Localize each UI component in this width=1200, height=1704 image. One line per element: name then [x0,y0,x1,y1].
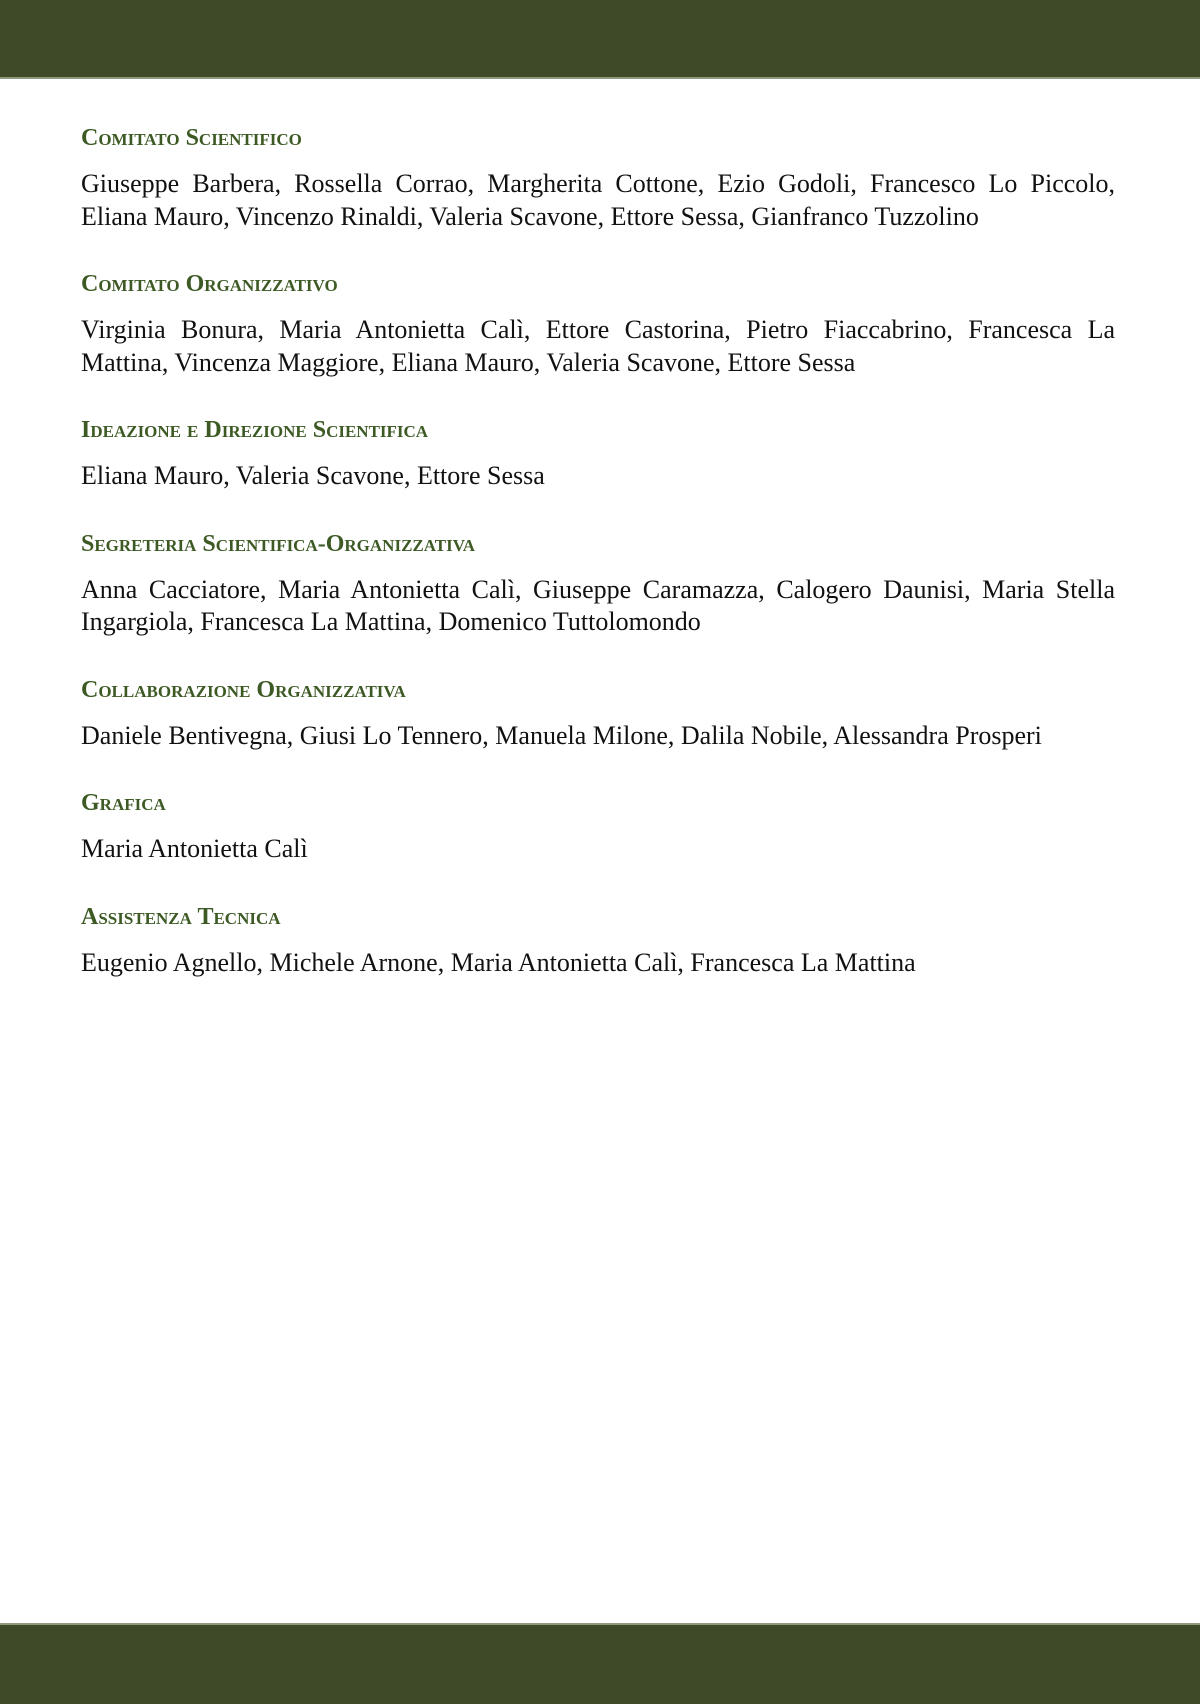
section-grafica [81,788,1115,866]
section-text: Eugenio Agnello, Michele Arnone, Maria Antonietta Calì, Francesca La Mattina [81,947,916,977]
section-heading: Collaborazione Organizzativa [81,676,406,703]
section-heading: Ideazione e Direzione Scientifica [81,417,429,443]
footer-bar [0,1623,1200,1704]
section-segreteria [81,529,1115,639]
section-text: Eliana Mauro, Valeria Scavone, Ettore Sessa [81,461,545,490]
section-text: Daniele Bentivegna, Giusi Lo Tennero, Manuela Milone, Dalila Nobile, Alessandra Prosperi [81,720,1042,750]
section-comitato-organizzativo [81,269,1115,379]
section-text: Virginia Bonura, Maria Antonietta Calì, Ettore Castorina, Pietro Fiaccabrino, Francesca La Mattina, Vincenza Maggiore, Eliana Mauro, Valeria Scavone, Ettore Sessa [81,315,1115,377]
section-text: Anna Cacciatore, Maria Antonietta Calì, Giuseppe Caramazza, Calogero Daunisi, Maria Stella Ingargiola, Francesca La Mattina, Domenico Tuttolomondo [81,574,1115,636]
section-ideazione [81,415,1115,493]
section-text: Giuseppe Barbera, Rossella Corrao, Margherita Cottone, Ezio Godoli, Francesco Lo Piccolo, Eliana Mauro, Vincenzo Rinaldi, Valeria Scavone, Ettore Sessa, Gianfranco Tuzzolino [81,169,1115,231]
document-body [81,123,1115,1015]
section-text: Maria Antonietta Calì [81,834,308,863]
section-heading: Comitato Organizzativo [81,271,338,297]
section-comitato-scientifico [81,123,1115,233]
section-assistenza-tecnica [81,902,1115,980]
section-heading: Grafica [81,790,166,816]
section-heading: Assistenza Tecnica [81,903,281,930]
section-heading: Comitato Scientifico [81,125,302,151]
header-bar [0,0,1200,79]
section-heading: Segreteria Scientifica-Organizzativa [81,530,476,557]
section-collaborazione [81,675,1115,753]
